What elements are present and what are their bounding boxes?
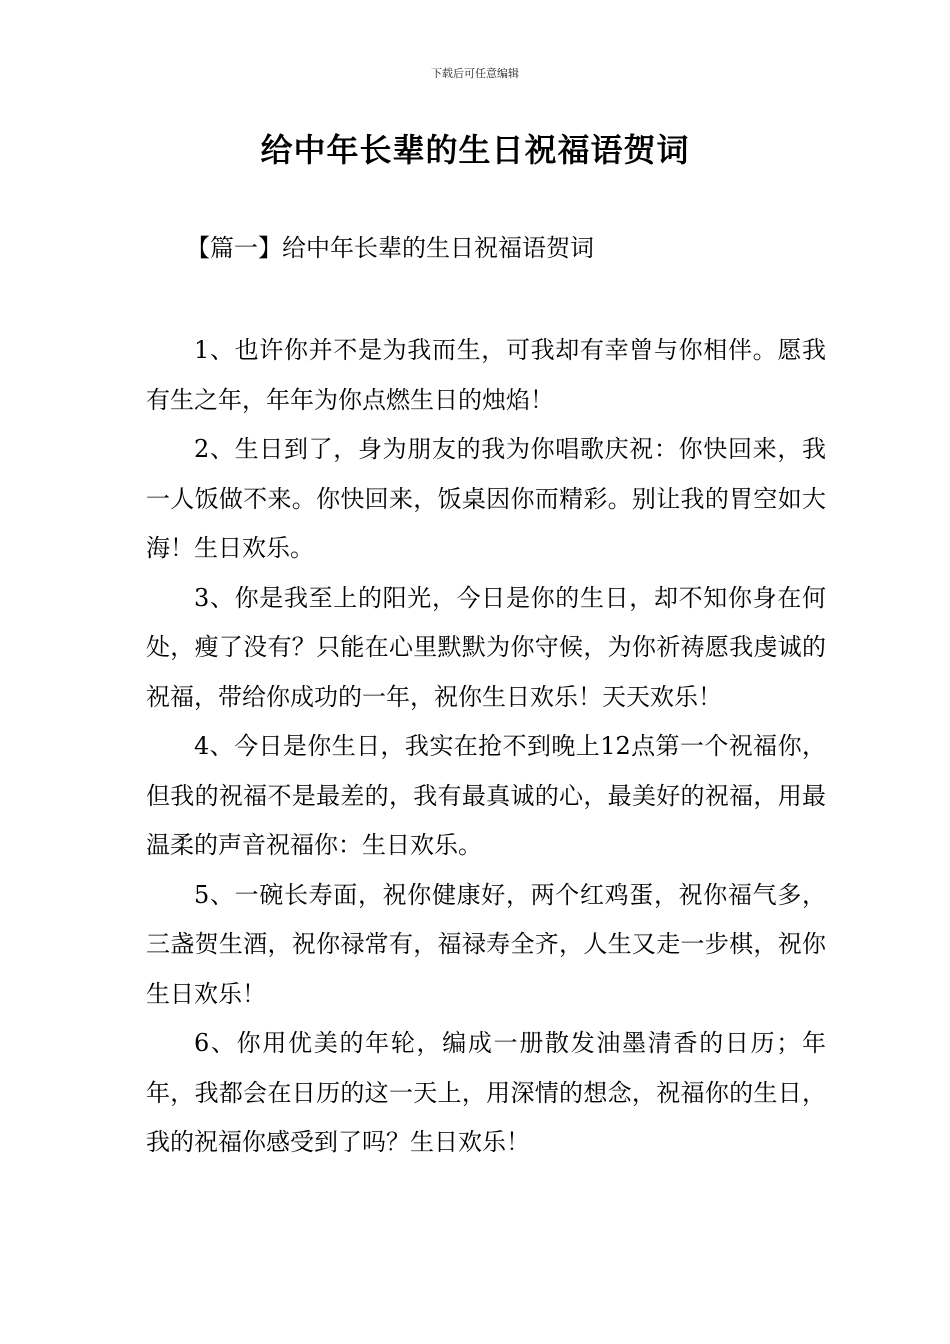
section-heading: 【篇一】给中年长辈的生日祝福语贺词 <box>186 234 594 262</box>
header-note: 下载后可任意编辑 <box>431 67 519 80</box>
document-title: 给中年长辈的生日祝福语贺词 <box>260 131 690 169</box>
paragraph-6: 6、你用优美的年轮，编成一册散发油墨清香的日历；年年，我都会在日历的这一天上，用深情的想念，祝福你的生日，我的祝福你感受到了吗？生日欢乐！ <box>146 1029 826 1156</box>
paragraph-4: 4、今日是你生日，我实在抢不到晚上12点第一个祝福你，但我的祝福不是最差的，我有最真诚的心，最美好的祝福，用最温柔的声音祝福你：生日欢乐。 <box>146 732 826 859</box>
paragraph-5: 5、一碗长寿面，祝你健康好，两个红鸡蛋，祝你福气多，三盏贺生酒，祝你禄常有，福禄寿全齐，人生又走一步棋，祝你生日欢乐！ <box>146 880 826 1008</box>
paragraph-1: 1、也许你并不是为我而生，可我却有幸曾与你相伴。愿我有生之年，年年为你点燃生日的烛焰！ <box>146 336 826 414</box>
paragraph-2: 2、生日到了，身为朋友的我为你唱歌庆祝：你快回来，我一人饭做不来。你快回来，饭桌因你而精彩。别让我的胃空如大海！生日欢乐。 <box>146 435 826 562</box>
body-text <box>146 326 826 1168</box>
paragraph-3: 3、你是我至上的阳光，今日是你的生日，却不知你身在何处，瘦了没有？只能在心里默默为你守候，为你祈祷愿我虔诚的祝福，带给你成功的一年，祝你生日欢乐！天天欢乐！ <box>146 583 826 711</box>
